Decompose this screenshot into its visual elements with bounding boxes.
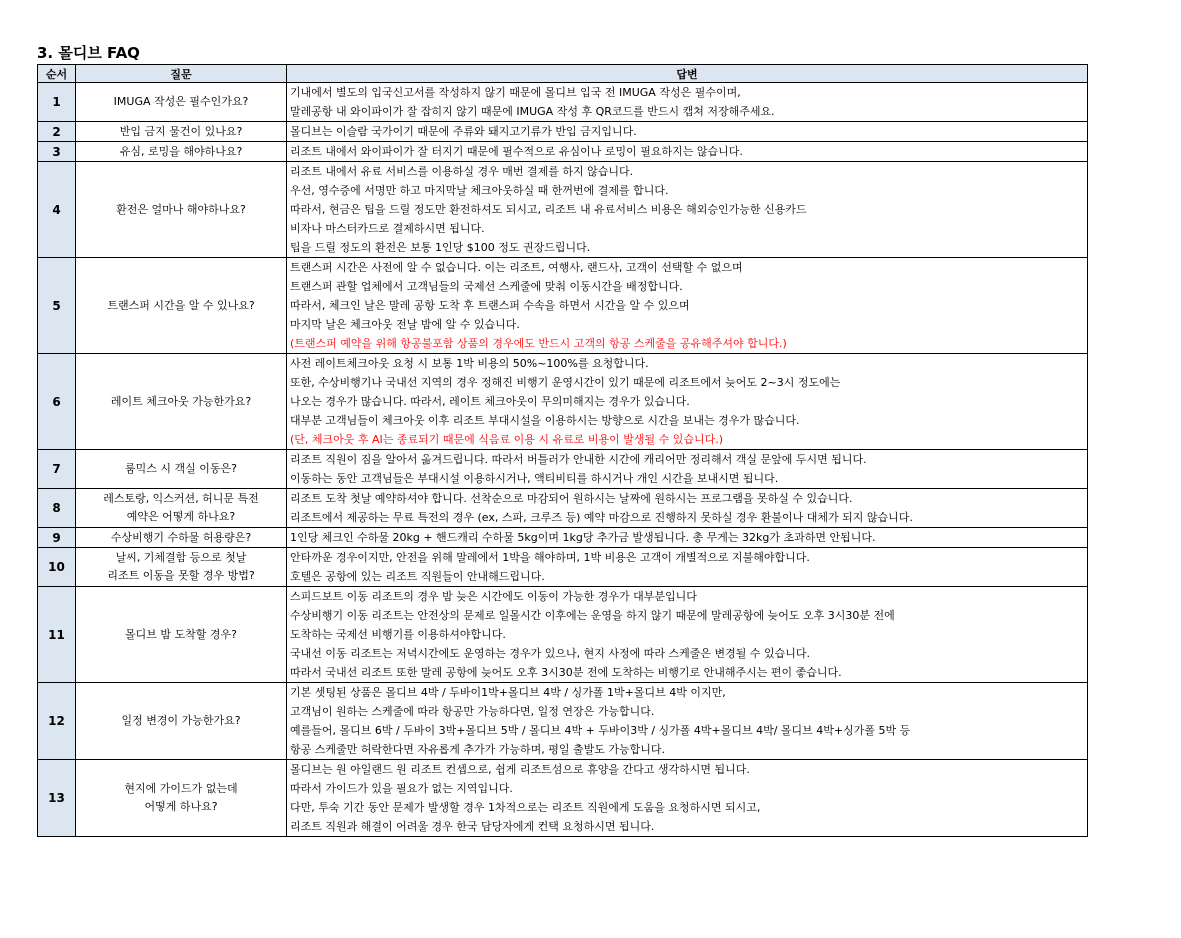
row-number: 13 [38,760,76,837]
answer-line: 나오는 경우가 많습니다. 따라서, 레이트 체크아웃이 무의미해지는 경우가 있습니다. [290,395,690,408]
question-cell [76,548,287,587]
row-number: 4 [38,162,76,258]
question-text: 반입 금지 물건이 있나요? [119,124,243,138]
answer-cell [287,528,1088,548]
question-text: 날씨, 기체결함 등으로 첫날 [115,551,247,564]
row-number: 9 [38,528,76,548]
answer-line: 따라서, 현금은 팁을 드릴 정도만 환전하셔도 되시고, 리조트 내 유료서비스 비용은 해외승인가능한 신용카드 [290,203,807,216]
row-number: 10 [38,548,76,587]
table-row [38,122,1088,142]
table-row [38,162,1088,258]
answer-cell [287,122,1088,142]
question-text: 일정 변경이 가능한가요? [121,714,241,727]
question-text: 룸믹스 시 객실 이동은? [125,462,237,475]
question-cell [76,528,287,548]
answer-line: 트랜스퍼 시간은 사전에 알 수 없습니다. 이는 리조트, 여행사, 랜드사, 고객이 선택할 수 없으며 [290,261,743,274]
table-row [38,683,1088,760]
header-answer: 답변 [287,65,1088,83]
answer-line: 안타까운 경우이지만, 안전을 위해 말레에서 1박을 해야하며, 1박 비용은 고객이 개별적으로 지불해야합니다. [290,551,810,564]
question-text: 현지에 가이드가 없는데 [124,782,238,795]
answer-cell [287,354,1088,450]
answer-line: 도착하는 국제선 비행기를 이용하셔야합니다. [290,628,506,641]
answer-note-line: (트랜스퍼 예약을 위해 항공불포함 상품의 경우에도 반드시 고객의 항공 스케줄을 공유해주셔야 합니다.) [290,337,787,350]
answer-line: 수상비행기 이동 리조트는 안전상의 문제로 일몰시간 이후에는 운영을 하지 않기 때문에 말레공항에 늦어도 오후 3시30분 전에 [290,609,895,622]
answer-line: 따라서, 체크인 날은 말레 공항 도착 후 트랜스퍼 수속을 하면서 시간을 알 수 있으며 [290,299,690,312]
answer-line: 마지막 날은 체크아웃 전날 밤에 알 수 있습니다. [290,318,520,331]
answer-line: 리조트에서 제공하는 무료 특전의 경우 (ex, 스파, 크루즈 등) 예약 마감으로 진행하지 못하실 경우 환불이나 대체가 되지 않습니다. [290,511,913,524]
question-cell [76,683,287,760]
row-number: 2 [38,122,76,142]
question-cell [76,142,287,162]
page-title: 3. 몰디브 FAQ [37,44,140,62]
answer-line: 리조트 직원과 해결이 어려울 경우 한국 담당자에게 컨택 요청하시면 됩니다. [290,820,655,833]
question-text: 트랜스퍼 시간을 알 수 있나요? [107,298,255,312]
answer-line: 리조트 내에서 유료 서비스를 이용하실 경우 매번 결제를 하지 않습니다. [290,165,634,178]
faq-table [37,64,1088,837]
answer-line: 비자나 마스터카드로 결제하시면 됩니다. [290,222,485,235]
answer-line: 기본 셋팅된 상품은 몰디브 4박 / 두바이1박+몰디브 4박 / 싱가폴 1박+몰디브 4박 이지만, [290,686,726,699]
question-cell [76,162,287,258]
question-text: 어떻게 하나요? [144,800,218,813]
question-text: 환전은 얼마나 해야하나요? [116,202,246,216]
answer-line: 리조트 도착 첫날 예약하셔야 합니다. 선착순으로 마감되어 원하시는 날짜에 원하시는 프로그램을 못하실 수 있습니다. [290,492,853,505]
row-number: 5 [38,258,76,354]
row-number: 3 [38,142,76,162]
table-row [38,587,1088,683]
answer-cell [287,587,1088,683]
table-row [38,528,1088,548]
question-text: 레이트 체크아웃 가능한가요? [110,394,252,408]
question-text: 수상비행기 수하물 허용량은? [110,530,252,544]
answer-cell [287,258,1088,354]
answer-line: 우선, 영수증에 서명만 하고 마지막날 체크아웃하실 때 한꺼번에 결제를 합니다. [290,184,669,197]
table-row [38,760,1088,837]
row-number: 12 [38,683,76,760]
question-text: 예약은 어떻게 하나요? [126,510,236,523]
answer-line: 1인당 체크인 수하물 20kg + 핸드캐리 수하물 5kg이며 1kg당 추가금 발생됩니다. 총 무게는 32kg가 초과하면 안됩니다. [290,531,876,544]
answer-line: 다만, 투숙 기간 동안 문제가 발생할 경우 1차적으로는 리조트 직원에게 도움을 요청하시면 되시고, [290,801,761,814]
answer-cell [287,683,1088,760]
answer-line: 호텔은 공항에 있는 리조트 직원들이 안내해드립니다. [290,570,545,583]
answer-line: 또한, 수상비행기나 국내선 지역의 경우 정해진 비행기 운영시간이 있기 때문에 리조트에서 늦어도 2~3시 정도에는 [290,376,841,389]
question-text: 레스토랑, 익스커션, 허니문 특전 [103,492,259,505]
question-cell [76,587,287,683]
row-number: 6 [38,354,76,450]
answer-line: 사전 레이트체크아웃 요청 시 보통 1박 비용의 50%~100%를 요청합니다. [290,357,649,370]
answer-cell [287,142,1088,162]
answer-line: 대부분 고객님들이 체크아웃 이후 리조트 부대시설을 이용하시는 방향으로 시간을 보내는 경우가 많습니다. [290,414,800,427]
answer-cell [287,489,1088,528]
header-no: 순서 [38,65,76,83]
question-cell [76,354,287,450]
answer-cell [287,760,1088,837]
question-cell [76,760,287,837]
answer-cell [287,83,1088,122]
answer-line: 몰디브는 이슬람 국가이기 때문에 주류와 돼지고기류가 반입 금지입니다. [290,125,637,138]
question-cell [76,489,287,528]
answer-line: 스피드보트 이동 리조트의 경우 밤 늦은 시간에도 이동이 가능한 경우가 대부분입니다 [290,590,697,603]
answer-note-line: (단, 체크아웃 후 AI는 종료되기 때문에 식음료 이용 시 유료로 비용이 발생될 수 있습니다.) [290,433,724,446]
table-row [38,354,1088,450]
answer-line: 따라서 국내선 리조트 또한 말레 공항에 늦어도 오후 3시30분 전에 도착하는 비행기로 안내해주시는 편이 좋습니다. [290,666,842,679]
question-text: 몰디브 밤 도착할 경우? [125,627,237,641]
answer-line: 국내선 이동 리조트는 저녁시간에도 운영하는 경우가 있으나, 현지 사정에 따라 스케줄은 변경될 수 있습니다. [290,647,810,660]
answer-line: 리조트 직원이 짐을 알아서 옮겨드립니다. 따라서 버틀러가 안내한 시간에 캐리어만 정리해서 객실 문앞에 두시면 됩니다. [290,453,867,466]
answer-line: 트랜스퍼 관할 업체에서 고객님들의 국제선 스케줄에 맞춰 이동시간을 배정합니다. [290,280,683,293]
row-number: 8 [38,489,76,528]
table-row [38,83,1088,122]
row-number: 7 [38,450,76,489]
answer-line: 기내에서 별도의 입국신고서를 작성하지 않기 때문에 몰디브 입국 전 IMUGA 작성은 필수이며, [290,86,741,99]
answer-line: 따라서 가이드가 있을 필요가 없는 지역입니다. [290,782,513,795]
table-row [38,258,1088,354]
question-text: IMUGA 작성은 필수인가요? [113,95,249,108]
table-row [38,548,1088,587]
header-question: 질문 [76,65,287,83]
answer-cell [287,548,1088,587]
table-row [38,142,1088,162]
answer-line: 팁을 드릴 정도의 환전은 보통 1인당 $100 정도 권장드립니다. [290,241,591,254]
table-row [38,489,1088,528]
question-cell [76,83,287,122]
question-cell [76,258,287,354]
answer-line: 항공 스케줄만 허락한다면 자유롭게 추가가 가능하며, 평일 출발도 가능합니다. [290,743,665,756]
question-cell [76,122,287,142]
row-number: 1 [38,83,76,122]
answer-line: 몰디브는 원 아일랜드 원 리조트 컨셉으로, 쉽게 리조트섬으로 휴양을 간다고 생각하시면 됩니다. [290,763,750,776]
question-text: 리조트 이동을 못할 경우 방법? [107,569,255,582]
answer-line: 예를들어, 몰디브 6박 / 두바이 3박+몰디브 5박 / 몰디브 4박 + 두바이3박 / 싱가폴 4박+몰디브 4박/ 몰디브 4박+싱가폴 5박 등 [290,724,911,737]
table-row [38,450,1088,489]
header-row [38,65,1088,83]
answer-line: 고객님이 원하는 스케줄에 따라 항공만 가능하다면, 일정 연장은 가능합니다. [290,705,655,718]
answer-cell [287,162,1088,258]
row-number: 11 [38,587,76,683]
question-cell [76,450,287,489]
answer-line: 이동하는 동안 고객님들은 부대시설 이용하시거나, 액티비티를 하시거나 개인 시간을 보내시면 됩니다. [290,472,779,485]
answer-line: 리조트 내에서 와이파이가 잘 터지기 때문에 필수적으로 유심이나 로밍이 필요하지는 않습니다. [290,145,743,158]
answer-cell [287,450,1088,489]
question-text: 유심, 로밍을 해야하나요? [119,144,243,158]
answer-line: 말레공항 내 와이파이가 잘 잡히지 않기 때문에 IMUGA 작성 후 QR코드를 반드시 캡쳐 저장해주세요. [290,105,775,118]
